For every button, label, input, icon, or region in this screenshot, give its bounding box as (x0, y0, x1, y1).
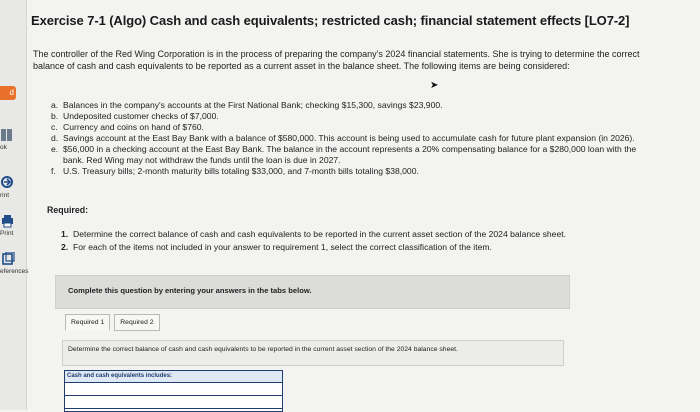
requirement-item (61, 242, 611, 253)
sidebar-item-references[interactable] (0, 252, 29, 275)
table-row[interactable] (65, 396, 282, 409)
item-letter: d. (51, 133, 59, 143)
item-text: $56,000 in a checking account at the East Bay Bank. The balance in the account represents a 20% compensating balance for a $280,000 loan with the bank. Red Wing may not withdraw the funds until the loan is due in 2027. (63, 144, 637, 165)
page-title: Exercise 7-1 (Algo) Cash and cash equivalents; restricted cash; financial statement effects [LO7-2] (31, 13, 630, 28)
instructions-text: Complete this question by entering your answers in the tabs below. (68, 286, 312, 295)
list-item (51, 133, 641, 144)
instructions-bar (55, 275, 570, 309)
table-row[interactable] (65, 383, 282, 396)
left-sidebar (0, 0, 27, 410)
sidebar-item-label: Print (0, 230, 14, 237)
sidebar-item-label: eferences (0, 268, 29, 275)
list-item (51, 100, 641, 111)
sidebar-item-hint[interactable] (0, 176, 26, 199)
item-letter: e. (51, 144, 59, 154)
requirement-item (61, 229, 611, 240)
item-letter: b. (51, 111, 59, 121)
tab-required-1[interactable]: Required 1 (65, 314, 110, 331)
book-icon (1, 128, 15, 142)
answer-tabs (65, 314, 160, 331)
requirement-text: For each of the items not included in your answer to requirement 1, select the correct classification of the item. (73, 242, 492, 252)
requirement-text: Determine the correct balance of cash and cash equivalents to be reported in the current asset section of the 2024 balance sheet. (73, 229, 567, 239)
references-icon (1, 252, 15, 266)
item-text: U.S. Treasury bills; 2-month maturity bills totaling $33,000, and 7-month bills totaling $38,000. (63, 166, 419, 176)
sidebar-item-print[interactable] (0, 214, 26, 237)
question-panel (62, 340, 564, 366)
print-icon (1, 214, 15, 228)
item-text: Savings account at the East Bay Bank with a balance of $580,000. This account is being used to accumulate cash for future plant expansion (in 2026). (63, 133, 635, 143)
item-letter: f. (51, 166, 56, 176)
item-letter: a. (51, 100, 59, 110)
item-text: Balances in the company's accounts at the First National Bank; checking $15,300, savings $23,900. (63, 100, 443, 110)
tab-required-2[interactable]: Required 2 (114, 314, 159, 331)
answer-table (64, 370, 283, 412)
sidebar-badge: d (0, 86, 16, 100)
list-item (51, 122, 641, 133)
item-text: Undeposited customer checks of $7,000. (63, 111, 219, 121)
panel-instructions: Determine the correct balance of cash and cash equivalents to be reported in the current asset section of the 2024 balance sheet. (68, 346, 458, 353)
requirement-number: 2. (61, 242, 69, 252)
list-item (51, 166, 641, 177)
list-item (51, 111, 641, 122)
mouse-cursor-icon: ➤ (430, 80, 439, 91)
sidebar-item-ebook[interactable] (0, 128, 26, 151)
sidebar-item-label: rint (0, 192, 10, 199)
requirement-number: 1. (61, 229, 69, 239)
item-letter: c. (51, 122, 58, 132)
items-list (51, 100, 641, 177)
list-item (51, 144, 641, 166)
required-heading: Required: (47, 205, 89, 215)
table-header: Cash and cash equivalents includes: (65, 371, 282, 383)
requirements-list (61, 229, 611, 255)
intro-paragraph: The controller of the Red Wing Corporation is in the process of preparing the company's 2024 financial statements. She is trying to determine the correct balance of cash and cash equivalents to be reported as a current asset in the balance sheet. The following items are being considered: (33, 49, 640, 71)
item-text: Currency and coins on hand of $760. (63, 122, 204, 132)
sidebar-item-label: ok (0, 144, 7, 151)
hint-icon (1, 176, 15, 190)
